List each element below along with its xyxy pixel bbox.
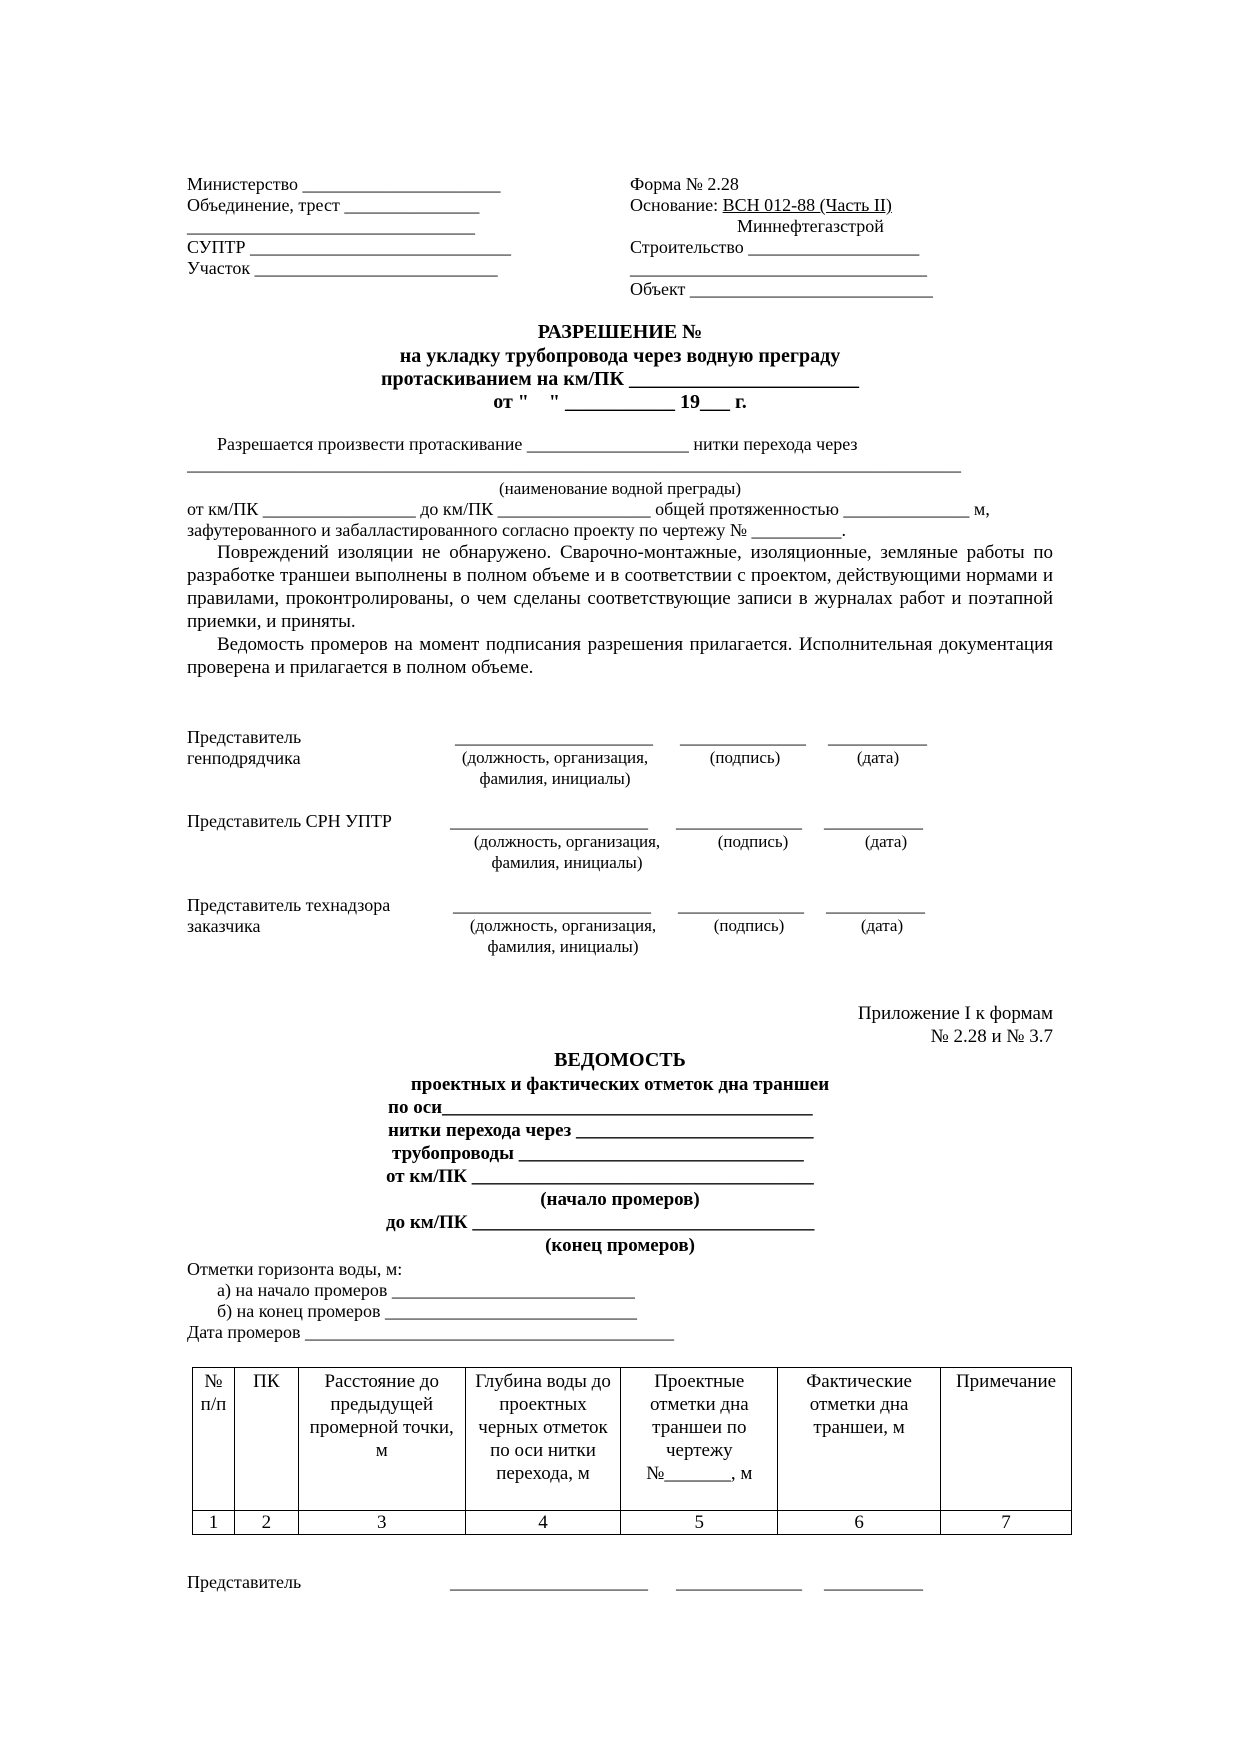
signature-caption: (подпись) — [717, 832, 789, 851]
position-caption: фамилия, инициалы) — [487, 937, 639, 956]
column-number: 3 — [298, 1511, 465, 1535]
date-caption: (дата) — [860, 916, 904, 935]
measurement-date: Дата промеров _________________________________________ — [187, 1322, 675, 1342]
date-caption: (дата) — [864, 832, 908, 851]
rep-label: генподрядчика — [187, 748, 301, 768]
ministry-field: Министерство ______________________ — [187, 174, 501, 194]
ministry-name: Миннефтегазстрой — [737, 216, 884, 236]
column-number: 4 — [465, 1511, 621, 1535]
column-number: 5 — [621, 1511, 778, 1535]
permit-date-line: от " " ___________ 19___ г. — [493, 391, 747, 413]
position-caption: (должность, организация, — [469, 916, 657, 935]
basis-line — [630, 194, 892, 216]
signature-blank: ______________ — [676, 811, 802, 831]
header-depth: Глубина воды до проектных черных отметок по оси нитки перехода, м — [465, 1368, 621, 1511]
header-distance: Расстояние до предыдущей промерной точки, м — [298, 1368, 465, 1511]
signature-caption: (подпись) — [709, 748, 781, 767]
position-blank: ______________________ — [450, 811, 648, 831]
water-level-end: б) на конец промеров ____________________________ — [217, 1301, 638, 1321]
header-note: Примечание — [941, 1368, 1072, 1511]
header-actual-marks: Фактические отметки дна траншеи, м — [778, 1368, 941, 1511]
permit-line-3: от км/ПК _________________ до км/ПК _________________ общей протяженностью ______________ м, — [187, 499, 990, 519]
association-field: Объединение, трест _______________ — [187, 195, 480, 215]
statement-subtitle: проектных и фактических отметок дна траншеи — [410, 1074, 830, 1095]
position-blank: ______________________ — [453, 895, 651, 915]
crossing-field: нитки перехода через _________________________ — [388, 1120, 814, 1141]
rep-label: Представитель — [187, 727, 302, 747]
signature-caption: (подпись) — [713, 916, 785, 935]
header-number: № п/п — [193, 1368, 235, 1511]
date-caption: (дата) — [856, 748, 900, 767]
date-blank: ___________ — [824, 1572, 923, 1592]
water-level-title: Отметки горизонта воды, м: — [187, 1259, 403, 1279]
date-blank: ___________ — [828, 727, 927, 747]
position-caption: (должность, организация, — [461, 748, 649, 767]
column-number: 6 — [778, 1511, 941, 1535]
blank-line: _________________________________ — [630, 258, 927, 278]
object-field: Объект ___________________________ — [630, 279, 933, 299]
signature-blank: ______________ — [678, 895, 804, 915]
pipeline-field: трубопроводы ______________________________ — [392, 1143, 804, 1164]
statement-title: ВЕДОМОСТЬ — [554, 1049, 686, 1071]
permit-km-line: протаскиванием на км/ПК _______________________ — [380, 368, 859, 390]
measurements-table — [192, 1367, 1072, 1535]
position-blank: ______________________ — [450, 1572, 648, 1592]
table-number-row — [193, 1511, 1072, 1535]
blank-line: ________________________________ — [187, 216, 475, 236]
header-design-marks: Проектные отметки дна траншеи по чертежу №_______, м — [621, 1368, 778, 1511]
position-caption: (должность, организация, — [473, 832, 661, 851]
permit-paragraph-2: Ведомость промеров на момент подписания разрешения прилагается. Исполнительная документация проверена и прилагается в полном объеме. — [187, 634, 1053, 678]
rep-label: Представитель — [187, 1572, 302, 1592]
construction-field: Строительство ___________________ — [630, 237, 920, 257]
start-caption: (начало промеров) — [540, 1189, 700, 1210]
permit-line-1: Разрешается произвести протаскивание __________________ нитки перехода через — [217, 434, 858, 454]
column-number: 1 — [193, 1511, 235, 1535]
header-pk: ПК — [234, 1368, 298, 1511]
basis-label: Основание: — [630, 195, 723, 215]
column-number: 7 — [941, 1511, 1072, 1535]
permit-line-2: ______________________________________________________________________________________ — [187, 454, 961, 474]
position-blank: ______________________ — [455, 727, 653, 747]
date-blank: ___________ — [826, 895, 925, 915]
permit-subtitle: на укладку трубопровода через водную преграду — [399, 345, 841, 367]
permit-paragraph-1: Повреждений изоляции не обнаружено. Сварочно-монтажные, изоляционные, земляные работы по разработке траншеи выполнены в полном объеме и в соответствии с проектом, действующими нормами и правилами, проконтролированы, о чем сделаны соответствующие записи в журналах работ и поэтапной приемки, и приняты. — [187, 542, 1053, 632]
water-level-start: а) на начало промеров ___________________________ — [217, 1280, 635, 1300]
position-caption: фамилия, инициалы) — [479, 769, 631, 788]
position-caption: фамилия, инициалы) — [491, 853, 643, 872]
water-caption: (наименование водной преграды) — [498, 479, 742, 498]
permit-title: РАЗРЕШЕНИЕ № — [537, 321, 703, 343]
axis-field: по оси_______________________________________ — [388, 1097, 813, 1118]
rep-label: Представитель технадзора — [187, 895, 391, 915]
suptr-field: СУПТР _____________________________ — [187, 237, 512, 257]
form-number: Форма № 2.28 — [630, 174, 739, 194]
basis-document: ВСН 012-88 (Часть II) — [722, 195, 892, 215]
end-caption: (конец промеров) — [545, 1235, 695, 1256]
rep-label: заказчика — [187, 916, 261, 936]
rep-label: Представитель СРН УПТР — [187, 811, 392, 831]
from-km-field: от км/ПК ____________________________________ — [386, 1166, 814, 1187]
permit-line-4: зафутерованного и забалластированного согласно проекту по чертежу № __________. — [187, 520, 846, 540]
to-km-field: до км/ПК ____________________________________ — [386, 1212, 815, 1233]
section-field: Участок ___________________________ — [187, 258, 498, 278]
signature-blank: ______________ — [680, 727, 806, 747]
date-blank: ___________ — [824, 811, 923, 831]
appendix-label: Приложение I к формам — [857, 1003, 1053, 1024]
signature-blank: ______________ — [676, 1572, 802, 1592]
appendix-forms: № 2.28 и № 3.7 — [930, 1026, 1053, 1047]
column-number: 2 — [234, 1511, 298, 1535]
table-header-row — [193, 1368, 1072, 1511]
